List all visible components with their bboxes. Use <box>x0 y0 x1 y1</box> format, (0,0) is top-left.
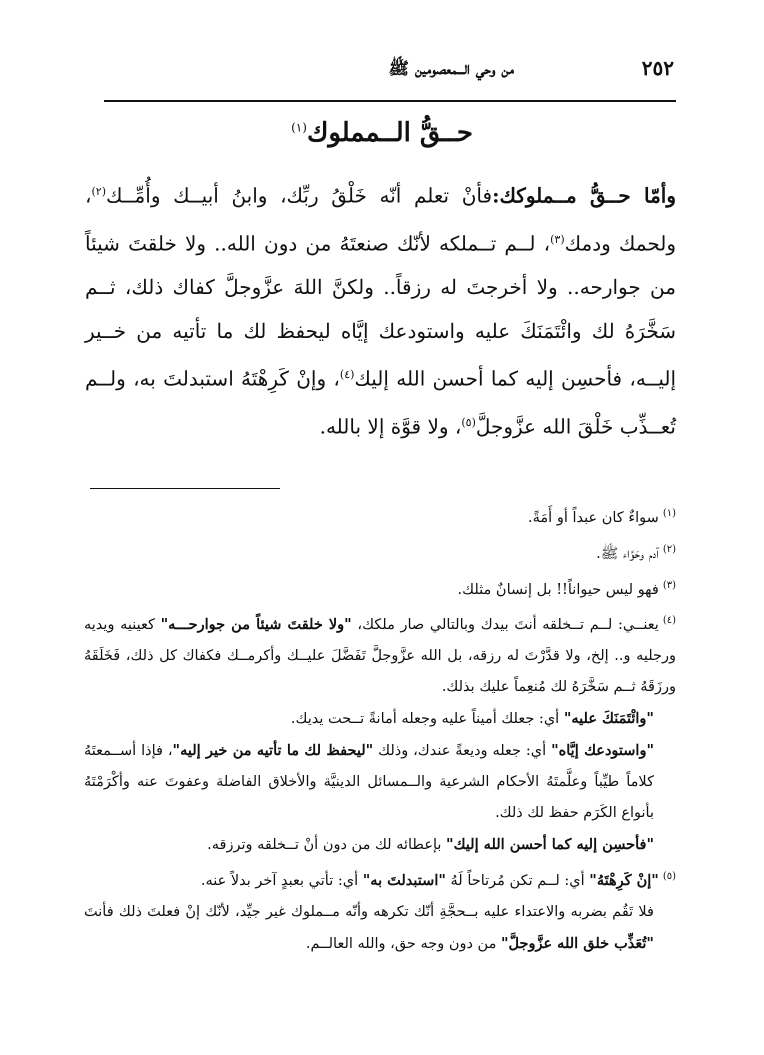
quoted-phrase: "ولا خلقتَ شيئاً من جوارحـــه" <box>160 616 352 634</box>
footnote-number: (١) <box>662 508 676 519</box>
quoted-phrase: "تُعَذِّب خلق الله عزَّوجلَّ" <box>500 935 654 953</box>
footnote-4 <box>84 605 676 703</box>
footnote-number: (٢) <box>662 543 676 555</box>
footnote-text: آدم وحَوَّاء ﷺ. <box>596 545 659 562</box>
footnote-5 <box>84 861 676 897</box>
footnote-text: سواءٌ كان عبداً أو أَمَةً. <box>528 509 659 526</box>
footnote-ref: (٤) <box>339 368 355 382</box>
paragraph-lead: وأمّا حــقُّ مــملوكك: <box>492 183 676 208</box>
quoted-phrase: "فأحسِن إليه كما أحسن الله إليك" <box>446 836 654 854</box>
footnote-3 <box>84 570 676 606</box>
footnote-ref: (٣) <box>550 232 565 246</box>
body-text: ، وإنْ كَرِهْتَهُ استبدلتَ به، ولــم تُعــذِّب خَلْقَ الله عزَّوجلَّ <box>85 366 676 439</box>
quoted-phrase: "واستودعك إيَّاه" <box>551 742 655 760</box>
chapter-title-text: حــقُّ الــمملوك <box>306 118 473 148</box>
footnote-number: (٥) <box>662 871 676 883</box>
footnote-number: (٤) <box>662 615 677 627</box>
footnote-1 <box>84 498 676 534</box>
footnote-text: فهو ليس حيواناً!! بل إنسانٌ مثلك. <box>457 581 659 598</box>
footnote-text: أي: لــم تكن مُرتاحاً لَهُ <box>445 873 590 890</box>
footnote-2 <box>84 534 676 570</box>
footnote-text: ، فإذا أســمعتَهُ كلاماً طيِّباً وعلَّمتَهُ الأحكام الشرعية والــمسائل الدينيَّة والأخلاق الفاضلة وعفوتَ عنه وأكْرَمْتَهُ بأنواع الكَرَم حفظ لك ذلك. <box>84 743 654 822</box>
footnote-4-paragraph <box>84 829 676 861</box>
footnote-number: (٣) <box>662 579 676 591</box>
quoted-phrase: "إنْ كَرِهْتَهُ" <box>589 872 659 890</box>
footnote-text: أي: تأتي بعبدٍ آخر بدلاً عنه. <box>200 873 363 890</box>
footnote-text: بإعطائه لك من دون أنْ تــخلقه وترزقه. <box>207 837 447 854</box>
footnote-text: فلا تَقُم بضربه والاعتداء عليه بــحجَّةِ أنّك تكرهه وأنّه مــملوك غير جيِّد، لأنّك إنْ فعلتَ ذلك فأنتَ <box>84 904 654 921</box>
body-text: فأنْ تعلم أنّه خَلْقُ ربِّك، وابنُ أبيــك وأُمِّــك <box>105 183 493 208</box>
footnote-5-paragraph <box>84 897 676 960</box>
footnote-text: من دون وجه حق، والله العالــم. <box>305 936 501 953</box>
chapter-title <box>90 118 674 148</box>
body-paragraph <box>85 170 676 449</box>
footnote-text: أي: جعلك أميناً عليه وجعله أمانةً تــحت يديك. <box>290 711 564 728</box>
quoted-phrase: "ليحفظ لك ما تأتيه من خير إليه" <box>172 742 374 760</box>
footnotes <box>84 498 676 960</box>
footnote-text: أي: جعله وديعةً عندك، وذلك <box>373 743 552 760</box>
header-rule <box>104 100 676 102</box>
quoted-phrase: "استبدلتَ به" <box>362 872 446 890</box>
footnote-text: يعنــي: لــم تــخلقه أنتَ بيدك وبالتالي صار ملكك، <box>351 617 659 634</box>
footnote-ref: (٢) <box>91 185 106 198</box>
footnote-4-paragraph <box>84 703 676 735</box>
quoted-phrase: "وائْتَمَنَكَ عليه" <box>563 710 654 728</box>
footnote-4-paragraph <box>84 735 676 829</box>
body-text: ، لــم تــملكه لأنّك صنعتَهُ من دون الله.. ولا خلقتَ شيئاً من جوارحه.. ولا أخرجتَ له رزقاً.. ولكنَّ اللهَ عزَّوجلَّ كفاك ذلك، ثــم سَخَّرَهُ لك وائْتَمَنَكَ عليه واستودعك إيَّاه ليحفظ لك ما تأتيه من خــير إليــه، فأحسِن إليه كما أحسن الله إليك <box>85 231 677 391</box>
footnote-rule <box>90 488 280 489</box>
body-text: ، ولحمك ودمك <box>85 183 676 256</box>
footnote-text: كعينيه ويديه ورجليه و.. إلخ، ولا قدَّرْتَ له رزقه، بل الله عزَّوجلَّ تَفَضَّلَ عليــك وأكرمــك فكفاك كل ذلك، فَخَلَقَهُ ورزَقَهُ ثــم سَخَّرَهُ لك مُنعِماً عليك بذلك. <box>84 617 676 696</box>
footnote-ref: (١) <box>291 120 307 135</box>
page-header <box>100 56 674 92</box>
body-text: ، ولا قوَّة إلا بالله. <box>319 414 462 439</box>
footnote-ref: (٥) <box>461 415 476 429</box>
page-number: ٢٥٢ <box>641 56 674 80</box>
running-title: من وحي الـــمعصومين ﷺ <box>388 59 514 79</box>
